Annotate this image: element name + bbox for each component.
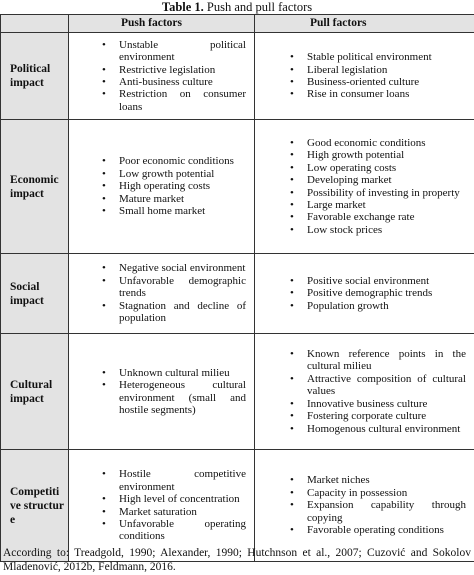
pull-factor-list (255, 51, 466, 101)
pull-factor-item: • Low stock prices (255, 224, 466, 236)
push-factor-item: • Restrictive legislation (69, 64, 246, 76)
push-factor-item: • Restriction on consumer loans (69, 88, 246, 113)
table-row (1, 254, 474, 334)
pull-factor-item: • Capacity in possession (255, 487, 466, 499)
push-factor-list (69, 468, 246, 542)
row-label: Social impact (1, 254, 69, 334)
pull-factor-item: • Population growth (255, 300, 466, 312)
table-number: Table 1. (161, 0, 204, 14)
table-row (1, 33, 474, 120)
row-label: Competitive structure (1, 450, 69, 562)
table-row (1, 334, 474, 450)
push-factor-item: • Mature market (69, 193, 246, 205)
push-factor-item: • Unstable political environment (69, 39, 246, 64)
row-label: Cultural impact (1, 334, 69, 450)
push-factor-item: • High operating costs (69, 180, 246, 192)
pull-factor-item: • Possibility of investing in property (255, 187, 466, 199)
table-row (1, 120, 474, 254)
pull-factor-item: • Homogenous cultural environment (255, 423, 466, 435)
table-title: Push and pull factors (206, 0, 313, 14)
pull-factor-item: • Good economic conditions (255, 137, 466, 149)
pull-factor-item: • Favorable exchange rate (255, 211, 466, 223)
pull-factor-list (255, 474, 466, 536)
push-factor-item: • Small home market (69, 205, 246, 217)
push-factor-item: • Unknown cultural milieu (69, 367, 246, 379)
header-pull-factors: Pull factors (255, 15, 474, 33)
table-caption (0, 0, 474, 14)
pull-factor-item: • Innovative business culture (255, 398, 466, 410)
source-note: According to: Treadgold, 1990; Alexander, 1990; Hutchnson et al., 2007; Cuzović and Sokolov Mladenović, 2012b, Feldmann, 2016. (3, 547, 471, 573)
push-factor-list (69, 262, 246, 324)
pull-factors-cell (255, 254, 474, 334)
header-push-factors: Push factors (69, 15, 255, 33)
push-factor-item: • Negative social environment (69, 262, 246, 274)
pull-factor-item: • Stable political environment (255, 51, 466, 63)
push-factor-item: • Market saturation (69, 506, 246, 518)
pull-factor-item: • Expansion capability through copying (255, 499, 466, 524)
row-label: Political impact (1, 33, 69, 120)
pull-factor-item: • High growth potential (255, 149, 466, 161)
push-factor-item: • Unfavorable operating conditions (69, 518, 246, 543)
row-label: Economic impact (1, 120, 69, 254)
push-pull-table (0, 14, 474, 562)
push-factor-item: • High level of concentration (69, 493, 246, 505)
pull-factor-item: • Liberal legislation (255, 64, 466, 76)
pull-factor-item: • Fostering corporate culture (255, 410, 466, 422)
pull-factor-item: • Business-oriented culture (255, 76, 466, 88)
pull-factor-item: • Market niches (255, 474, 466, 486)
push-factors-cell (69, 450, 255, 562)
push-factor-list (69, 155, 246, 217)
pull-factors-cell (255, 120, 474, 254)
push-factors-cell (69, 33, 255, 120)
pull-factor-list (255, 348, 466, 435)
pull-factor-item: • Low operating costs (255, 162, 466, 174)
pull-factor-item: • Positive demographic trends (255, 287, 466, 299)
pull-factor-item: • Large market (255, 199, 466, 211)
pull-factor-item: • Developing market (255, 174, 466, 186)
pull-factor-item: • Known reference points in the cultural milieu (255, 348, 466, 373)
push-factors-cell (69, 254, 255, 334)
push-factor-list (69, 367, 246, 417)
table-row (1, 450, 474, 562)
pull-factor-item: • Favorable operating conditions (255, 524, 466, 536)
pull-factor-item: • Positive social environment (255, 275, 466, 287)
pull-factor-item: • Rise in consumer loans (255, 88, 466, 100)
pull-factor-list (255, 275, 466, 312)
push-factor-item: • Unfavorable demographic trends (69, 275, 246, 300)
push-factors-cell (69, 334, 255, 450)
push-factor-item: • Low growth potential (69, 168, 246, 180)
pull-factors-cell (255, 450, 474, 562)
header-blank (1, 15, 69, 33)
pull-factor-list (255, 137, 466, 236)
header-row (1, 15, 474, 33)
pull-factors-cell (255, 334, 474, 450)
push-factor-item: • Hostile competitive environment (69, 468, 246, 493)
push-factors-cell (69, 120, 255, 254)
push-factor-item: • Stagnation and decline of population (69, 300, 246, 325)
push-factor-list (69, 39, 246, 113)
push-factor-item: • Anti-business culture (69, 76, 246, 88)
pull-factor-item: • Attractive composition of cultural values (255, 373, 466, 398)
push-factor-item: • Poor economic conditions (69, 155, 246, 167)
pull-factors-cell (255, 33, 474, 120)
push-factor-item: • Heterogeneous cultural environment (small and hostile segments) (69, 379, 246, 416)
